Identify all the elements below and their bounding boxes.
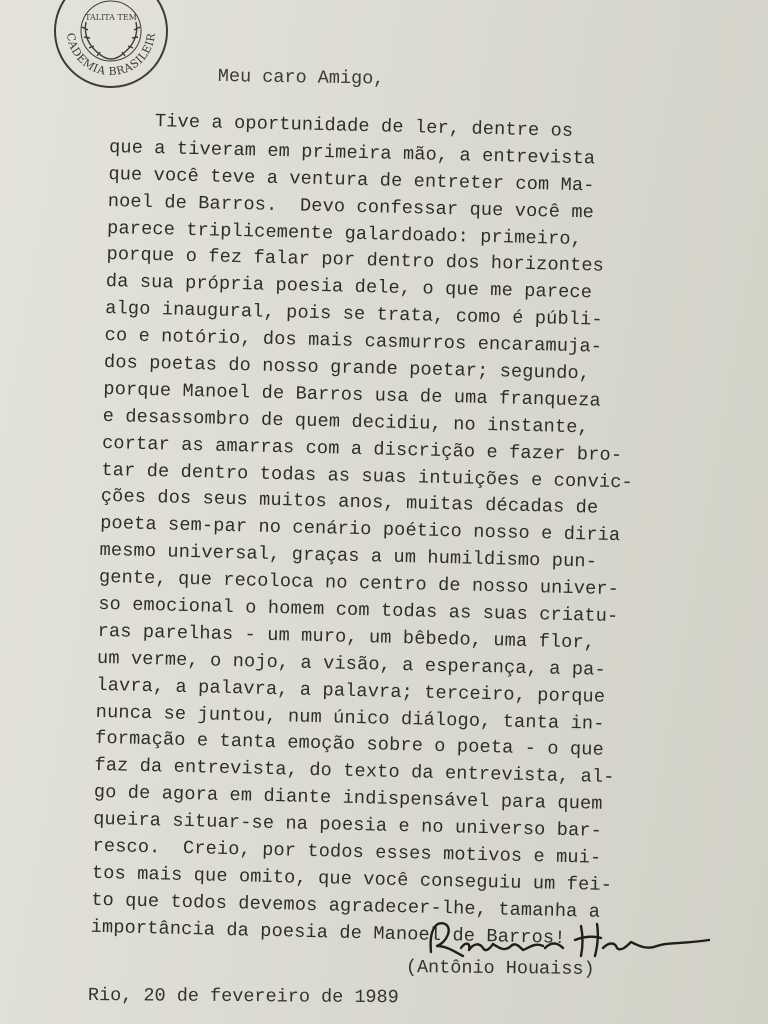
letter-line: mesmo universal, graças a um humildismo pun- [99,540,598,573]
letter-line: formação e tanta emoção sobre o poeta - o que [94,728,605,762]
letter-line: noel de Barros. Devo confessar que você me [107,190,595,224]
letter-line: queira situar-se na poesia e no universo bar- [92,808,603,842]
seal-institution-text: CADEMIA BRASILEIR [63,31,159,79]
letter-line: que a tiveram em primeira mão, a entrevista [108,136,596,170]
letter-line: poeta sem-par no cenário poético nosso e diria [99,513,621,547]
signature-name: (Antônio Houaiss) [405,957,595,980]
letter-line: tos mais que omito, que você conseguiu um fei- [91,862,613,896]
letter-line: e desassombro de quem decidiu, no instante, [102,405,590,439]
letter-line: go de agora em diante indispensável para quem [93,782,603,816]
letter-line: que você teve a ventura de entreter com Ma- [108,163,595,197]
seal-motto: TALITA TEM [85,13,137,22]
letter-line: dos poetas do nosso grande poetar; segundo, [103,351,591,385]
letter-line: Tive a oportunidade de ler, dentre os [109,109,574,142]
letter-line: tar de dentro todas as suas intuições e convic- [101,459,634,493]
letter-line: importância da poesia de Manoel de Barros! [90,916,566,949]
letter-line: um verme, o nojo, a visão, a esperança, a pa- [96,647,607,681]
letter-line: cortar as amarras com a discrição e fazer bro- [101,432,623,466]
letter-line: resco. Creio, por todos esses motivos e mui- [92,835,602,869]
letter-line: ções dos seus muitos anos, muitas décadas de [100,486,599,520]
letter-line: to que todos devemos agradecer-lhe, tamanha a [91,889,601,923]
letter-line: nunca se juntou, num único diálogo, tanta in- [95,701,605,735]
letter-line: porque Manoel de Barros usa de uma franqueza [103,378,602,412]
letter-body [90,108,749,956]
letter-line: co e notório, dos mais casmurros encaramuja- [104,325,603,358]
letter-date: Rio, 20 de fevereiro de 1989 [87,985,399,1009]
letter-line: faz da entrevista, do texto da entrevista, al- [94,755,615,789]
letter-line: so emocional o homem com todas as suas criatu- [98,593,619,628]
letter-line: lavra, a palavra, a palavra; terceiro, porque [96,674,606,708]
letter-line: porque o fez falar por dentro dos horizontes [106,244,605,278]
letter-line: da sua própria poesia dele, o que me parece [105,271,593,304]
salutation: Meu caro Amigo, [217,66,385,90]
letter-line: parece triplicemente galardoado: primeiro, [106,217,583,250]
letter-line: gente, que recoloca no centro de nosso univer- [98,567,620,601]
letter-line: ras parelhas - um muro, um bêbedo, uma flor, [97,620,596,654]
letter-line: algo inaugural, pois se trata, como é públi- [105,298,603,331]
academy-seal-icon [52,0,170,90]
handwritten-signature [425,912,715,964]
